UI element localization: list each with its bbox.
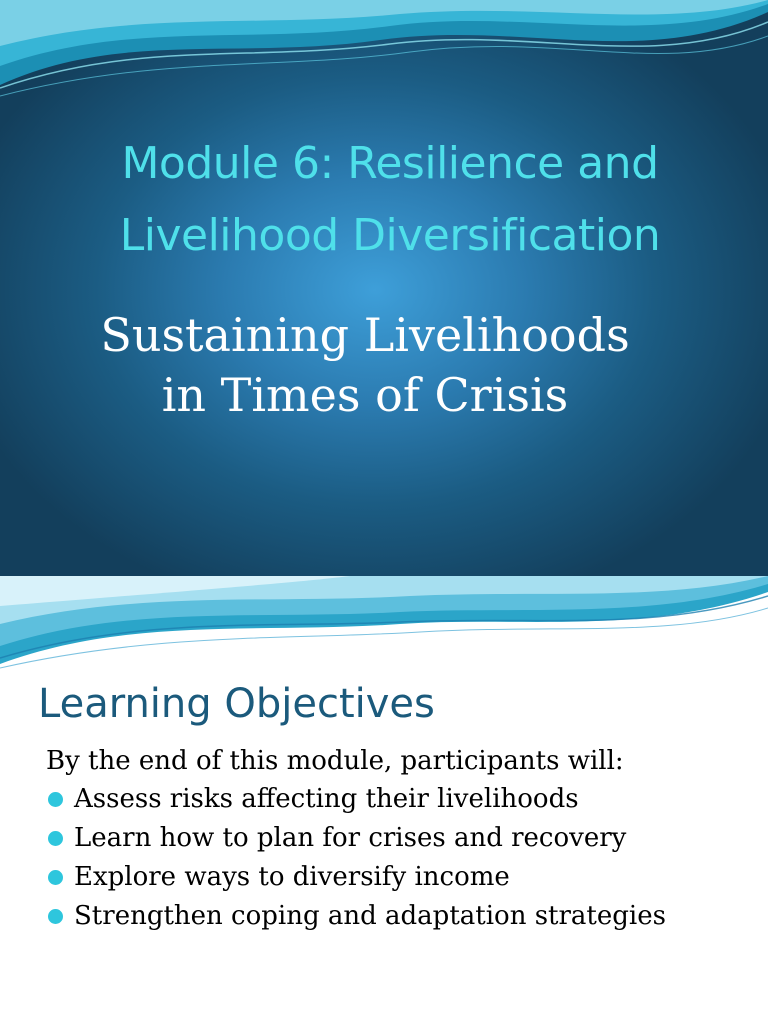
bullet-icon: [48, 792, 63, 807]
list-item-text: Learn how to plan for crises and recovery: [74, 823, 627, 853]
subtitle-line: in Times of Crisis: [161, 368, 569, 422]
list-item: [46, 897, 666, 936]
slide-subtitle: [20, 305, 710, 425]
wave-decoration: [0, 576, 768, 671]
subtitle-line: Sustaining Livelihoods: [100, 308, 630, 362]
bullet-icon: [48, 831, 63, 846]
slide-title: Module 6: Resilience and Livelihood Diversification: [119, 138, 661, 261]
section-heading: Learning Objectives: [38, 681, 435, 727]
intro-text: By the end of this module, participants will:: [46, 746, 624, 776]
list-item: [46, 819, 666, 858]
objectives-list: [46, 780, 666, 936]
wave-decoration: [0, 0, 768, 110]
list-item-text: Strengthen coping and adaptation strategies: [74, 901, 666, 931]
bullet-icon: [48, 870, 63, 885]
list-item: [46, 780, 666, 819]
list-item-text: Assess risks affecting their livelihoods: [74, 784, 579, 814]
list-item-text: Explore ways to diversify income: [74, 862, 510, 892]
list-item: [46, 858, 666, 897]
bullet-icon: [48, 909, 63, 924]
